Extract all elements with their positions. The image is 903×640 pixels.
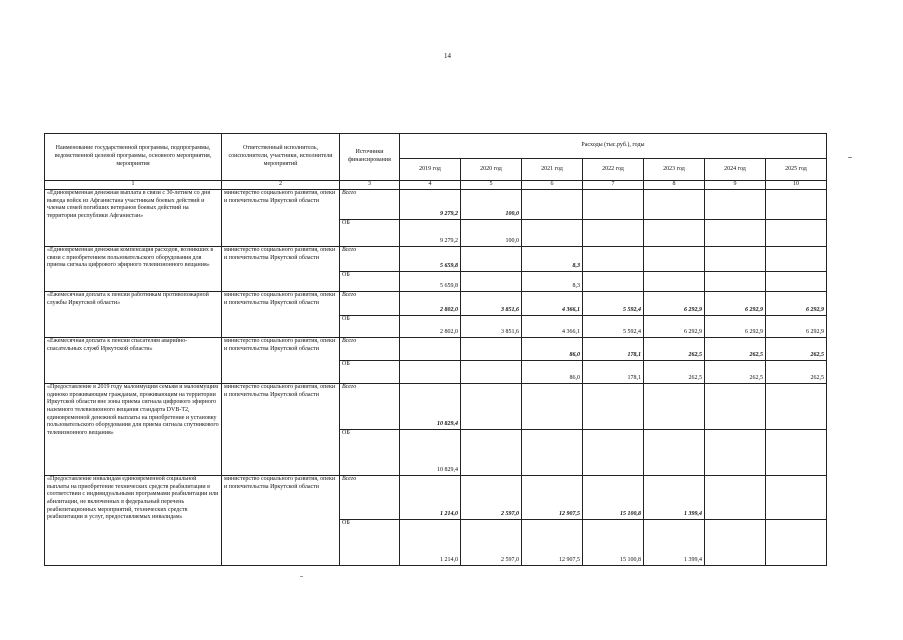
amount-cell (766, 384, 827, 430)
amount-cell: 12 907,5 (522, 476, 583, 520)
table-row-total (45, 190, 827, 220)
header-year: 2019 год (400, 159, 461, 181)
header-year: 2024 год (705, 159, 766, 181)
amount-cell: 9 279,2 (400, 190, 461, 220)
amount-cell (461, 361, 522, 384)
funding-source-total: Всего (340, 247, 400, 272)
amount-cell (705, 520, 766, 566)
amount-cell (705, 476, 766, 520)
amount-cell: 6 292,9 (644, 316, 705, 338)
amount-cell: 10 829,4 (400, 430, 461, 476)
measure-name: «Единовременная денежная выплата в связи с 30-летием со дня вывода войск из Афганистана участникам боевых действий и членам семей погибших ветеранов боевых действий на территории республики Афганистан» (45, 190, 222, 247)
amount-cell (766, 430, 827, 476)
funding-source-ob: ОБ (340, 220, 400, 247)
table-row-total (45, 476, 827, 520)
amount-cell: 2 597,0 (461, 520, 522, 566)
column-number: 7 (583, 181, 644, 190)
funding-source-total: Всего (340, 292, 400, 316)
measure-name: «Единовременная денежная компенсация расходов, возникших в связи с приобретением пользовательского оборудования для приема сигнала цифрового эфирного телевизионного вещания» (45, 247, 222, 292)
amount-cell (705, 430, 766, 476)
amount-cell (400, 361, 461, 384)
table-row-total (45, 384, 827, 430)
measure-name: «Предоставление в 2019 году малоимущим семьям и малоимущим одиноко проживающим гражданам, проживающим на территории Иркутской области вне зоны приема сигнала цифрового эфирного наземного телевизионного вещания стандарта DVB-T2, единовременной денежной выплаты на приобретение и установку пользовательского оборудования для приема сигнала спутникового телевизионного вещания» (45, 384, 222, 476)
amount-cell: 262,5 (766, 361, 827, 384)
amount-cell (766, 272, 827, 292)
amount-cell: 5 592,4 (583, 316, 644, 338)
amount-cell (461, 272, 522, 292)
funding-source-ob: ОБ (340, 272, 400, 292)
header-name-column: Наименование государственной программы, подпрограммы, ведомственной целевой программы, основного мероприятия, мероприятия (45, 134, 222, 181)
amount-cell (644, 384, 705, 430)
funding-source-ob: ОБ (340, 430, 400, 476)
amount-cell (705, 247, 766, 272)
amount-cell (461, 247, 522, 272)
header-year: 2021 год (522, 159, 583, 181)
amount-cell: 3 851,6 (461, 292, 522, 316)
amount-cell: 15 100,8 (583, 476, 644, 520)
amount-cell: 1 214,0 (400, 520, 461, 566)
column-number: 2 (222, 181, 340, 190)
amount-cell: 5 592,4 (583, 292, 644, 316)
column-number: 8 (644, 181, 705, 190)
amount-cell (522, 220, 583, 247)
column-number: 3 (340, 181, 400, 190)
amount-cell: 6 292,9 (644, 292, 705, 316)
table-row-total (45, 247, 827, 272)
column-number: 1 (45, 181, 222, 190)
amount-cell (644, 430, 705, 476)
amount-cell: 9 279,2 (400, 220, 461, 247)
amount-cell: 2 597,0 (461, 476, 522, 520)
amount-cell (705, 384, 766, 430)
responsible-executor: министерство социального развития, опеки и попечительства Иркутской области (222, 292, 340, 338)
amount-cell (400, 338, 461, 361)
funding-source-ob: ОБ (340, 361, 400, 384)
margin-mark (848, 157, 852, 158)
header-year: 2020 год (461, 159, 522, 181)
amount-cell: 262,5 (644, 361, 705, 384)
header-year: 2023 год (644, 159, 705, 181)
amount-cell (461, 384, 522, 430)
amount-cell (766, 190, 827, 220)
measure-name: «Ежемесячная доплата к пенсии работникам противопожарной службы Иркутской области» (45, 292, 222, 338)
header-year: 2022 год (583, 159, 644, 181)
funding-source-total: Всего (340, 190, 400, 220)
table-row-total (45, 338, 827, 361)
amount-cell: 6 292,9 (766, 292, 827, 316)
column-number: 5 (461, 181, 522, 190)
amount-cell (583, 430, 644, 476)
header-source-column: Источники финансирования (340, 134, 400, 181)
amount-cell: 2 802,0 (400, 292, 461, 316)
scan-artifact (300, 576, 303, 577)
amount-cell: 262,5 (766, 338, 827, 361)
funding-source-total: Всего (340, 384, 400, 430)
amount-cell (644, 190, 705, 220)
amount-cell: 10 829,4 (400, 384, 461, 430)
amount-cell: 5 659,8 (400, 247, 461, 272)
amount-cell (766, 220, 827, 247)
amount-cell: 8,3 (522, 247, 583, 272)
column-number: 9 (705, 181, 766, 190)
measure-name: «Ежемесячная доплата к пенсии спасателям аварийно-спасательных служб Иркутской области» (45, 338, 222, 384)
responsible-executor: министерство социального развития, опеки и попечительства Иркутской области (222, 476, 340, 566)
column-number: 6 (522, 181, 583, 190)
amount-cell (705, 190, 766, 220)
amount-cell: 178,1 (583, 338, 644, 361)
column-number: 4 (400, 181, 461, 190)
amount-cell (583, 384, 644, 430)
amount-cell (522, 190, 583, 220)
amount-cell: 6 292,9 (705, 316, 766, 338)
funding-source-ob: ОБ (340, 316, 400, 338)
amount-cell: 6 292,9 (705, 292, 766, 316)
expenses-table (44, 133, 827, 566)
amount-cell (522, 430, 583, 476)
amount-cell (522, 384, 583, 430)
amount-cell: 262,5 (644, 338, 705, 361)
amount-cell: 1 399,4 (644, 520, 705, 566)
amount-cell: 86,0 (522, 338, 583, 361)
amount-cell: 8,3 (522, 272, 583, 292)
amount-cell (705, 272, 766, 292)
amount-cell (461, 430, 522, 476)
funding-source-total: Всего (340, 338, 400, 361)
amount-cell (461, 338, 522, 361)
header-expenses: Расходы (тыс.руб.), годы (400, 134, 827, 159)
funding-source-total: Всего (340, 476, 400, 520)
funding-source-ob: ОБ (340, 520, 400, 566)
amount-cell (766, 476, 827, 520)
amount-cell (583, 220, 644, 247)
amount-cell: 5 659,8 (400, 272, 461, 292)
amount-cell: 262,5 (705, 361, 766, 384)
amount-cell: 4 366,1 (522, 292, 583, 316)
measure-name: «Предоставление инвалидам единовременной социальной выплаты на приобретение технических средств реабилитации в соответствии с индивидуальными программами реабилитации или абилитации, не включенных в федеральный перечень реабилитационных мероприятий, технических средств реабилитации и услуг, предоставляемых инвалидам» (45, 476, 222, 566)
amount-cell: 6 292,9 (766, 316, 827, 338)
amount-cell: 12 907,5 (522, 520, 583, 566)
amount-cell: 100,0 (461, 220, 522, 247)
responsible-executor: министерство социального развития, опеки и попечительства Иркутской области (222, 190, 340, 247)
amount-cell: 15 100,8 (583, 520, 644, 566)
amount-cell: 2 802,0 (400, 316, 461, 338)
responsible-executor: министерство социального развития, опеки и попечительства Иркутской области (222, 247, 340, 292)
amount-cell: 4 366,1 (522, 316, 583, 338)
amount-cell (705, 220, 766, 247)
amount-cell (644, 272, 705, 292)
table-row-total (45, 292, 827, 316)
amount-cell (644, 247, 705, 272)
column-number-row (45, 181, 827, 190)
page-number: 14 (444, 52, 451, 60)
amount-cell: 3 851,6 (461, 316, 522, 338)
amount-cell (583, 247, 644, 272)
amount-cell (766, 520, 827, 566)
header-responsible-column: Ответственный исполнитель, соисполнители, участники, исполнители мероприятий (222, 134, 340, 181)
amount-cell: 100,0 (461, 190, 522, 220)
responsible-executor: министерство социального развития, опеки и попечительства Иркутской области (222, 384, 340, 476)
amount-cell (644, 220, 705, 247)
amount-cell: 1 214,0 (400, 476, 461, 520)
amount-cell (583, 272, 644, 292)
amount-cell (583, 190, 644, 220)
amount-cell: 86,0 (522, 361, 583, 384)
amount-cell: 1 399,4 (644, 476, 705, 520)
amount-cell: 262,5 (705, 338, 766, 361)
amount-cell (766, 247, 827, 272)
header-year: 2025 год (766, 159, 827, 181)
responsible-executor: министерство социального развития, опеки и попечительства Иркутской области (222, 338, 340, 384)
amount-cell: 178,1 (583, 361, 644, 384)
column-number: 10 (766, 181, 827, 190)
